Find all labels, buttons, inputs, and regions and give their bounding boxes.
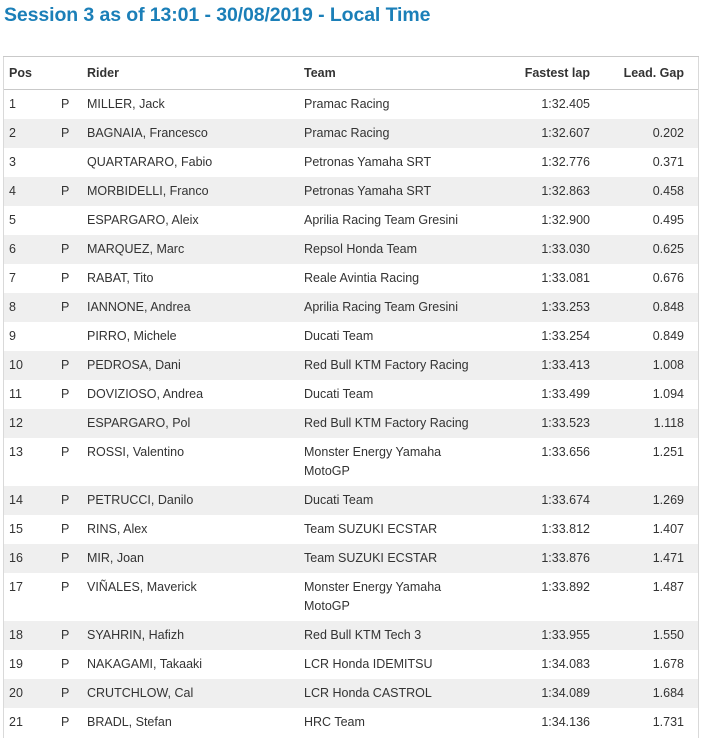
table-row <box>4 708 698 737</box>
cell-pos: 11 <box>9 387 22 401</box>
table-row <box>4 119 698 148</box>
results-table-container[interactable] <box>3 57 699 738</box>
cell-team: Pramac Racing <box>304 97 390 111</box>
cell-fastest-lap: 1:32.776 <box>541 155 590 169</box>
cell-rider: IANNONE, Andrea <box>87 300 191 314</box>
table-row <box>4 486 698 515</box>
cell-flag: P <box>61 522 70 536</box>
col-header-flag <box>61 57 87 90</box>
cell-lead-gap: 1.407 <box>652 522 684 536</box>
cell-team: Petronas Yamaha SRT <box>304 155 432 169</box>
cell-lead-gap: 1.118 <box>653 416 684 430</box>
cell-team: HRC Team <box>304 715 365 729</box>
cell-flag: P <box>61 242 70 256</box>
cell-lead-gap: 1.487 <box>652 580 684 594</box>
cell-flag: P <box>61 580 70 594</box>
cell-rider: NAKAGAMI, Takaaki <box>87 657 203 671</box>
cell-fastest-lap: 1:34.083 <box>541 657 590 671</box>
cell-lead-gap: 1.094 <box>652 387 684 401</box>
cell-fastest-lap: 1:33.253 <box>541 300 590 314</box>
cell-flag: P <box>61 551 70 565</box>
cell-flag <box>61 148 87 177</box>
cell-pos: 10 <box>9 358 23 372</box>
cell-fastest-lap: 1:32.405 <box>541 97 590 111</box>
cell-lead-gap: 0.495 <box>652 213 684 227</box>
results-table <box>4 57 698 737</box>
cell-rider: MARQUEZ, Marc <box>87 242 185 256</box>
cell-pos: 7 <box>9 271 16 285</box>
cell-rider: PETRUCCI, Danilo <box>87 493 194 507</box>
cell-fastest-lap: 1:33.955 <box>541 628 590 642</box>
cell-fastest-lap: 1:33.499 <box>541 387 590 401</box>
cell-pos: 5 <box>9 213 16 227</box>
cell-rider: RINS, Alex <box>87 522 148 536</box>
cell-pos: 15 <box>9 522 23 536</box>
cell-team: Monster Energy Yamaha MotoGP <box>304 445 442 478</box>
cell-rider: MILLER, Jack <box>87 97 165 111</box>
cell-pos: 17 <box>9 580 23 594</box>
cell-rider: BRADL, Stefan <box>87 715 172 729</box>
table-row <box>4 206 698 235</box>
cell-fastest-lap: 1:32.607 <box>541 126 590 140</box>
table-header-row <box>4 57 698 90</box>
cell-flag: P <box>61 126 70 140</box>
cell-lead-gap: 0.849 <box>652 329 684 343</box>
cell-flag: P <box>61 97 70 111</box>
cell-rider: SYAHRIN, Hafizh <box>87 628 185 642</box>
cell-team: Team SUZUKI ECSTAR <box>304 551 438 565</box>
cell-fastest-lap: 1:33.254 <box>541 329 590 343</box>
cell-pos: 19 <box>9 657 23 671</box>
cell-team: Reale Avintia Racing <box>304 271 420 285</box>
cell-fastest-lap: 1:33.876 <box>541 551 590 565</box>
table-row <box>4 322 698 351</box>
cell-fastest-lap: 1:33.812 <box>541 522 590 536</box>
table-row <box>4 409 698 438</box>
cell-lead-gap: 0.458 <box>652 184 684 198</box>
cell-rider: ESPARGARO, Aleix <box>87 213 199 227</box>
cell-pos: 8 <box>9 300 16 314</box>
cell-rider: ESPARGARO, Pol <box>87 416 191 430</box>
cell-flag: P <box>61 715 70 729</box>
col-header-lead-gap: Lead. Gap <box>590 57 698 90</box>
cell-flag <box>61 409 87 438</box>
cell-flag: P <box>61 184 70 198</box>
cell-rider: PIRRO, Michele <box>87 329 177 343</box>
cell-fastest-lap: 1:33.674 <box>541 493 590 507</box>
cell-rider: CRUTCHLOW, Cal <box>87 686 194 700</box>
cell-team: LCR Honda IDEMITSU <box>304 657 433 671</box>
table-row <box>4 90 698 120</box>
cell-team: Monster Energy Yamaha MotoGP <box>304 580 442 613</box>
cell-fastest-lap: 1:33.081 <box>541 271 590 285</box>
col-header-pos: Pos <box>4 57 61 90</box>
cell-team: Ducati Team <box>304 493 374 507</box>
cell-rider: DOVIZIOSO, Andrea <box>87 387 204 401</box>
cell-pos: 13 <box>9 445 23 459</box>
cell-flag: P <box>61 271 70 285</box>
cell-fastest-lap: 1:33.892 <box>541 580 590 594</box>
cell-lead-gap: 0.625 <box>652 242 684 256</box>
cell-pos: 3 <box>9 155 16 169</box>
table-row <box>4 148 698 177</box>
cell-pos: 6 <box>9 242 16 256</box>
cell-pos: 12 <box>9 416 23 430</box>
table-row <box>4 293 698 322</box>
cell-fastest-lap: 1:32.863 <box>541 184 590 198</box>
cell-pos: 9 <box>9 329 16 343</box>
cell-lead-gap: 1.731 <box>652 715 684 729</box>
cell-flag: P <box>61 493 70 507</box>
cell-rider: QUARTARARO, Fabio <box>87 155 213 169</box>
col-header-rider: Rider <box>87 57 304 90</box>
cell-flag: P <box>61 628 70 642</box>
cell-pos: 16 <box>9 551 23 565</box>
table-row <box>4 351 698 380</box>
cell-pos: 18 <box>9 628 23 642</box>
cell-rider: ROSSI, Valentino <box>87 445 185 459</box>
cell-rider: BAGNAIA, Francesco <box>87 126 208 140</box>
cell-lead-gap: 0.848 <box>652 300 684 314</box>
table-row <box>4 544 698 573</box>
cell-lead-gap: 1.550 <box>652 628 684 642</box>
cell-fastest-lap: 1:33.523 <box>541 416 590 430</box>
cell-team: Ducati Team <box>304 387 374 401</box>
table-row <box>4 438 698 486</box>
cell-lead-gap: 0.676 <box>652 271 684 285</box>
table-row <box>4 177 698 206</box>
cell-team: Red Bull KTM Factory Racing <box>304 416 469 430</box>
cell-team: Pramac Racing <box>304 126 390 140</box>
cell-flag: P <box>61 358 70 372</box>
cell-fastest-lap: 1:33.656 <box>541 445 590 459</box>
table-row <box>4 235 698 264</box>
cell-team: LCR Honda CASTROL <box>304 686 432 700</box>
cell-fastest-lap: 1:33.030 <box>541 242 590 256</box>
cell-lead-gap: 1.678 <box>652 657 684 671</box>
cell-pos: 21 <box>9 715 23 729</box>
cell-team: Ducati Team <box>304 329 374 343</box>
cell-lead-gap: 1.471 <box>652 551 684 565</box>
cell-pos: 4 <box>9 184 16 198</box>
table-row <box>4 515 698 544</box>
cell-flag: P <box>61 387 70 401</box>
cell-rider: RABAT, Tito <box>87 271 154 285</box>
cell-team: Red Bull KTM Tech 3 <box>304 628 422 642</box>
cell-flag: P <box>61 445 70 459</box>
cell-pos: 20 <box>9 686 23 700</box>
cell-fastest-lap: 1:32.900 <box>541 213 590 227</box>
cell-lead-gap: 1.269 <box>652 493 684 507</box>
table-row <box>4 679 698 708</box>
cell-rider: VIÑALES, Maverick <box>87 580 197 594</box>
cell-team: Red Bull KTM Factory Racing <box>304 358 469 372</box>
cell-team: Aprilia Racing Team Gresini <box>304 213 458 227</box>
cell-team: Aprilia Racing Team Gresini <box>304 300 458 314</box>
cell-fastest-lap: 1:34.136 <box>541 715 590 729</box>
cell-lead-gap <box>590 90 698 120</box>
table-row <box>4 380 698 409</box>
cell-flag <box>61 206 87 235</box>
cell-flag: P <box>61 686 70 700</box>
session-title: Session 3 as of 13:01 - 30/08/2019 - Local Time <box>4 4 431 26</box>
cell-pos: 2 <box>9 126 16 140</box>
table-row <box>4 621 698 650</box>
col-header-fastest-lap: Fastest lap <box>488 57 590 90</box>
cell-pos: 1 <box>9 97 16 111</box>
cell-lead-gap: 1.008 <box>652 358 684 372</box>
cell-team: Petronas Yamaha SRT <box>304 184 432 198</box>
cell-flag <box>61 322 87 351</box>
cell-team: Repsol Honda Team <box>304 242 418 256</box>
cell-lead-gap: 0.371 <box>652 155 684 169</box>
cell-pos: 14 <box>9 493 23 507</box>
cell-flag: P <box>61 300 70 314</box>
cell-rider: MIR, Joan <box>87 551 144 565</box>
cell-lead-gap: 1.684 <box>652 686 684 700</box>
cell-fastest-lap: 1:34.089 <box>541 686 590 700</box>
cell-rider: PEDROSA, Dani <box>87 358 181 372</box>
cell-fastest-lap: 1:33.413 <box>541 358 590 372</box>
cell-flag: P <box>61 657 70 671</box>
cell-lead-gap: 1.251 <box>652 445 684 459</box>
table-row <box>4 650 698 679</box>
col-header-team: Team <box>304 57 488 90</box>
table-row <box>4 264 698 293</box>
cell-team: Team SUZUKI ECSTAR <box>304 522 438 536</box>
cell-lead-gap: 0.202 <box>652 126 684 140</box>
table-row <box>4 573 698 621</box>
cell-rider: MORBIDELLI, Franco <box>87 184 209 198</box>
